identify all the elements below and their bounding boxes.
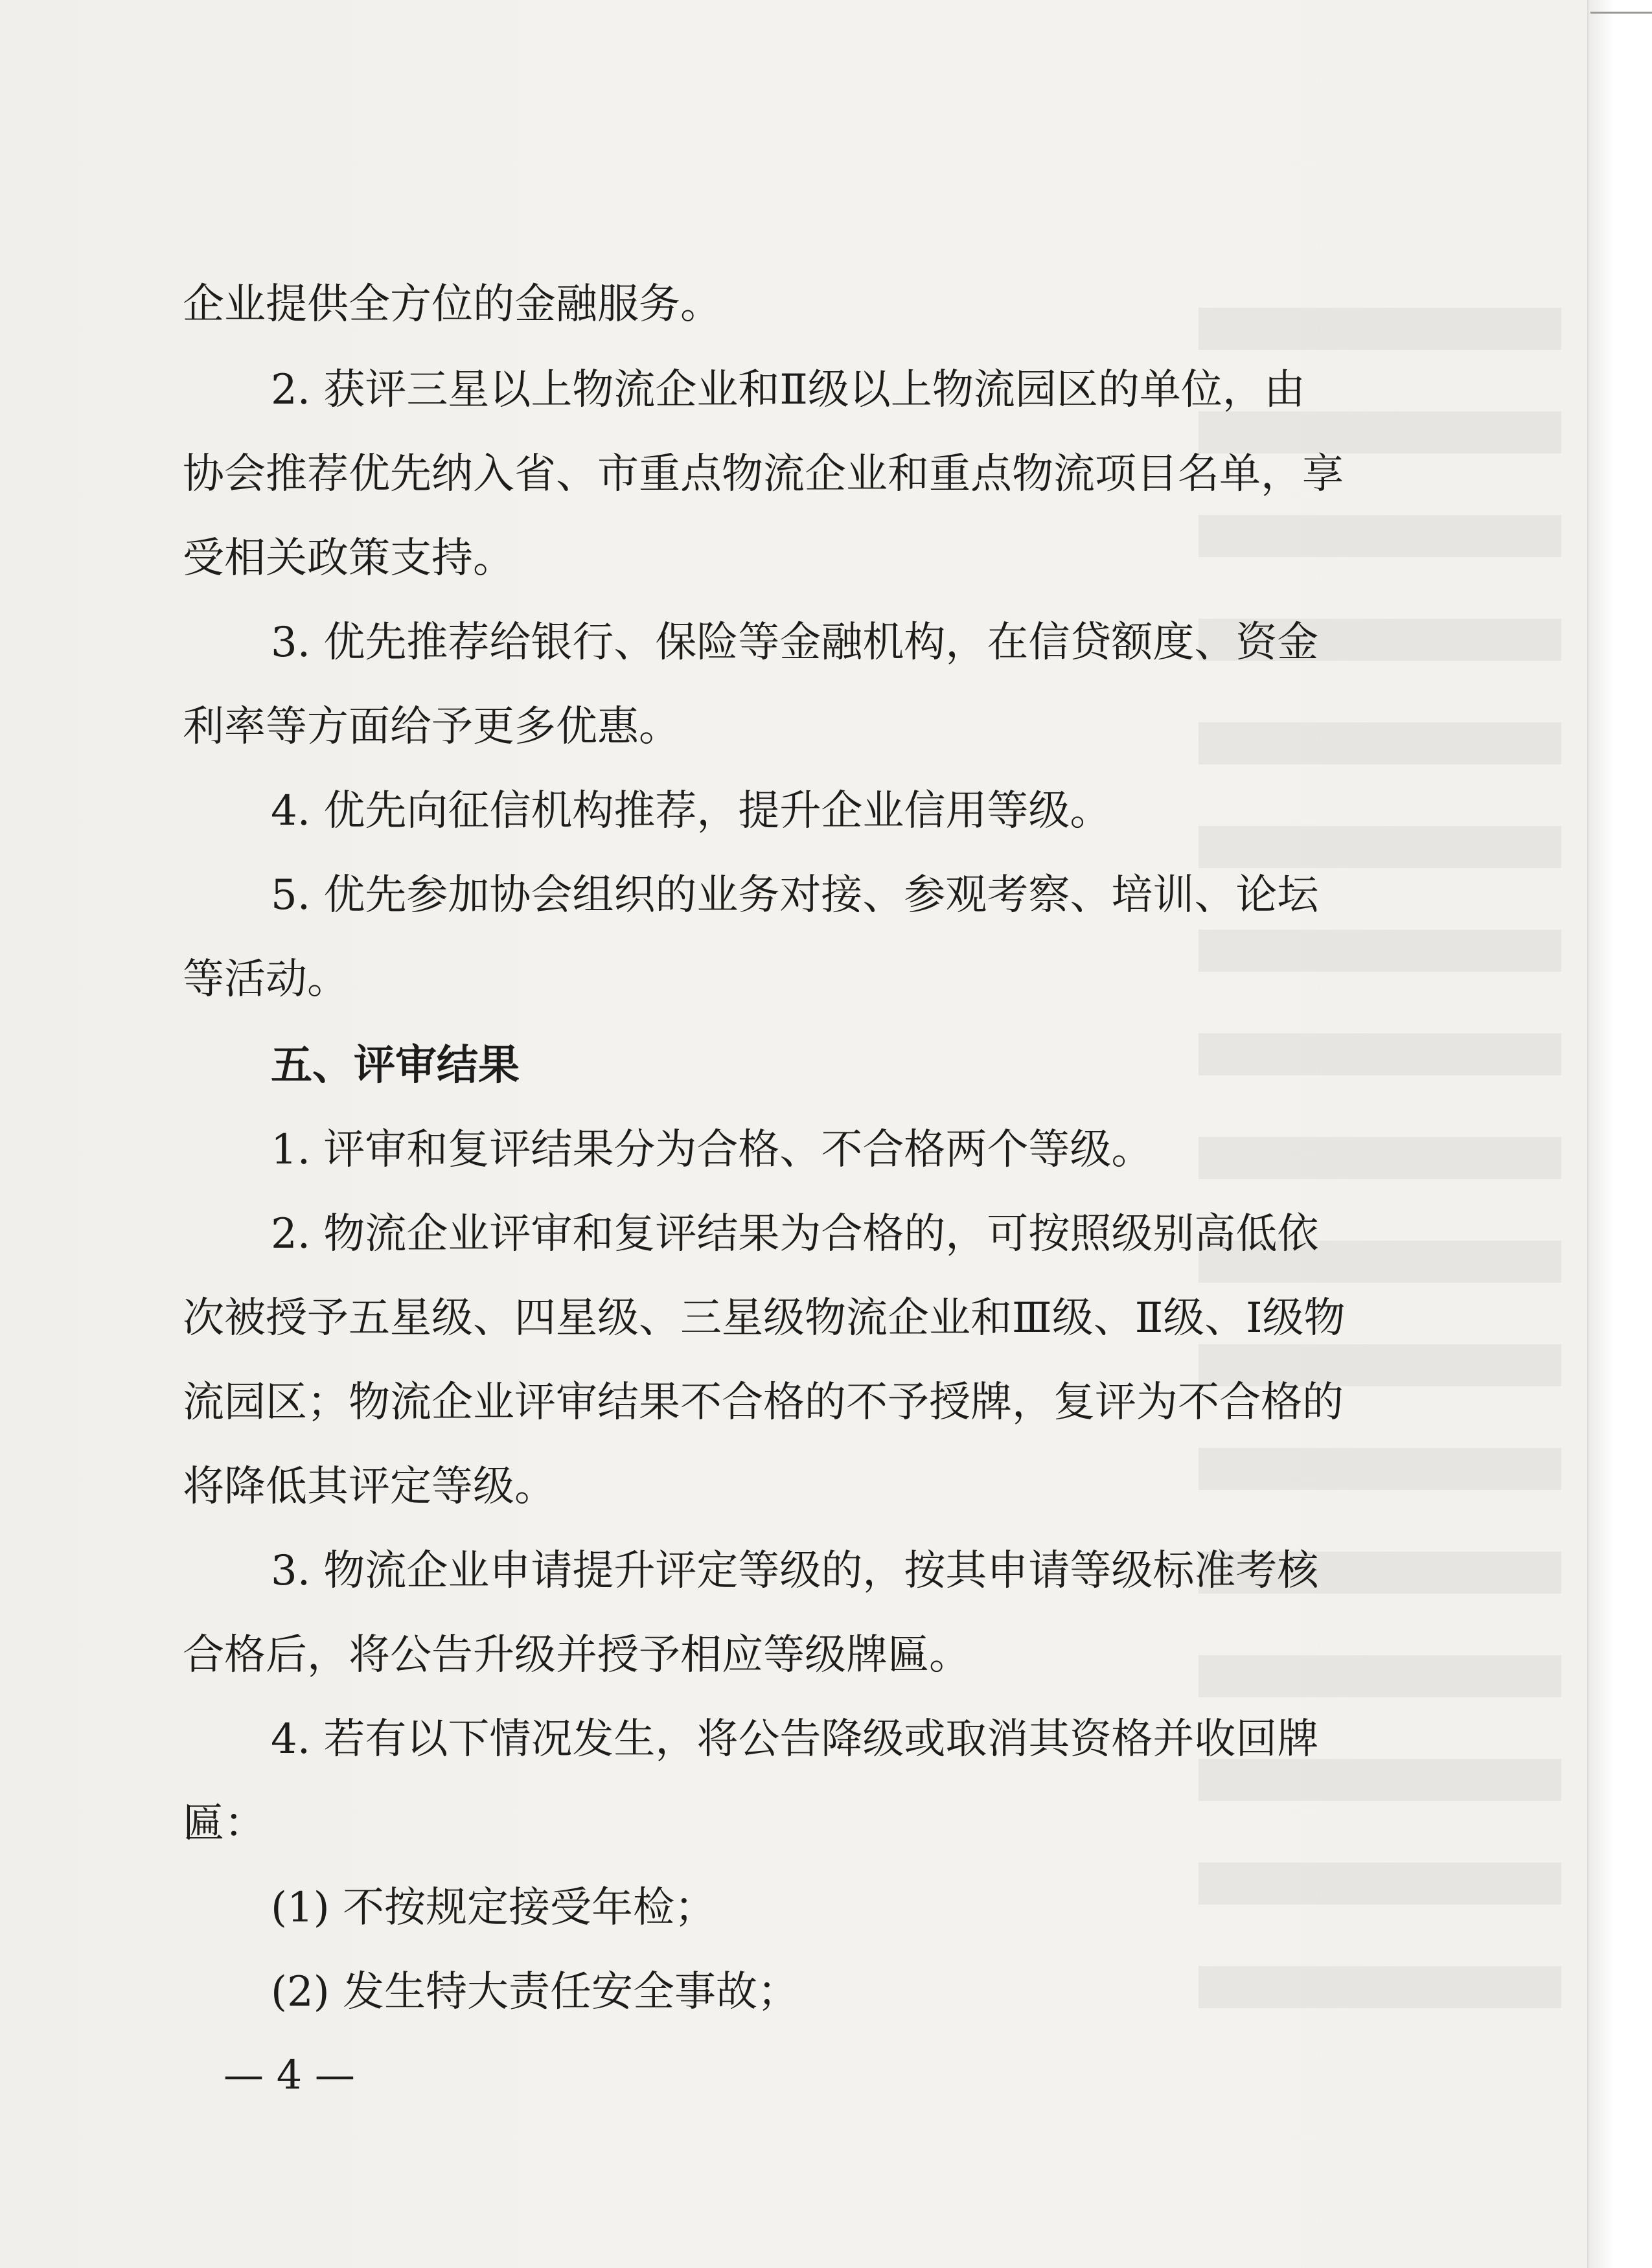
text-line-16: 3. 物流企业申请提升评定等级的，按其申请等级标准考核 <box>271 1547 1319 1595</box>
scan-corner-mark <box>1590 12 1652 14</box>
show-through-texture <box>1199 246 1561 2060</box>
text-line-6: 利率等方面给予更多优惠。 <box>183 703 680 751</box>
text-line-11: 1. 评审和复评结果分为合格、不合格两个等级。 <box>271 1126 1153 1174</box>
text-line-14: 流园区；物流企业评审结果不合格的不予授牌，复评为不合格的 <box>183 1379 1344 1426</box>
page-number: — 4 — <box>224 2051 355 2098</box>
text-line-7: 4. 优先向征信机构推荐，提升企业信用等级。 <box>271 787 1112 835</box>
text-line-2: 2. 获评三星以上物流企业和Ⅱ级以上物流园区的单位，由 <box>271 366 1305 414</box>
text-line-15: 将降低其评定等级。 <box>183 1463 556 1511</box>
text-line-21: (2) 发生特大责任安全事故； <box>271 1968 799 2016</box>
text-line-19: 匾： <box>183 1800 266 1848</box>
text-line-4: 受相关政策支持。 <box>183 534 514 582</box>
text-line-3: 协会推荐优先纳入省、市重点物流企业和重点物流项目名单，享 <box>183 450 1344 498</box>
text-line-20: (1) 不按规定接受年检； <box>271 1884 716 1932</box>
text-line-8: 5. 优先参加协会组织的业务对接、参观考察、培训、论坛 <box>271 871 1319 919</box>
text-line-17: 合格后，将公告升级并授予相应等级牌匾。 <box>183 1631 970 1679</box>
scan-page-edge <box>1587 0 1652 2268</box>
text-line-9: 等活动。 <box>183 956 349 1003</box>
text-line-12: 2. 物流企业评审和复评结果为合格的，可按照级别高低依 <box>271 1210 1319 1258</box>
section-heading: 五、评审结果 <box>271 1042 520 1090</box>
text-line-1: 企业提供全方位的金融服务。 <box>183 281 722 328</box>
text-line-13: 次被授予五星级、四星级、三星级物流企业和Ⅲ级、Ⅱ级、Ⅰ级物 <box>183 1294 1346 1342</box>
text-line-5: 3. 优先推荐给银行、保险等金融机构，在信贷额度、资金 <box>271 619 1319 667</box>
text-line-18: 4. 若有以下情况发生，将公告降级或取消其资格并收回牌 <box>271 1715 1319 1763</box>
